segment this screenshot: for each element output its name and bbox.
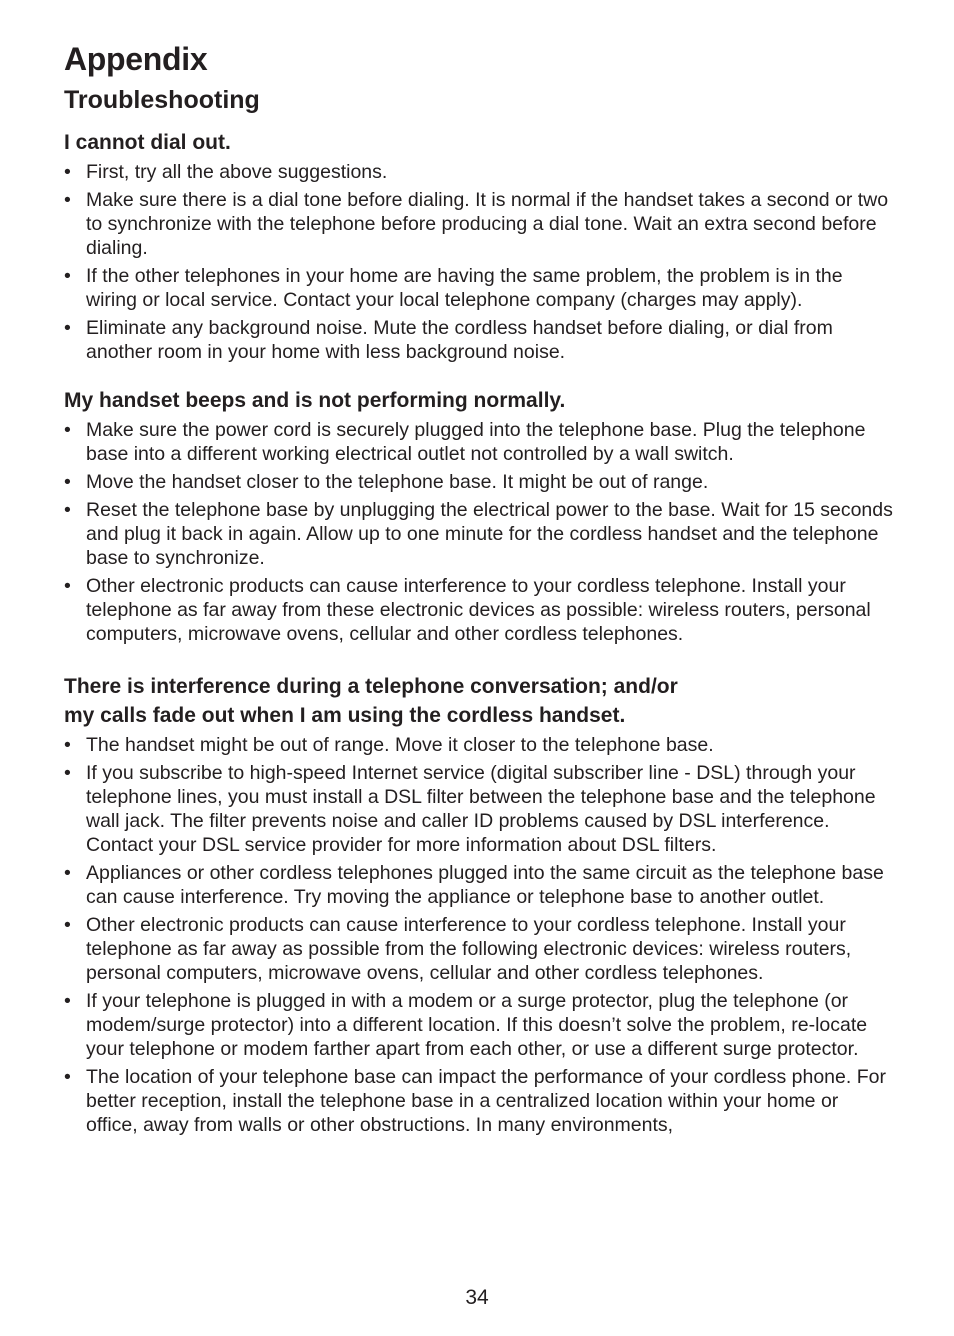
list-item: • The handset might be out of range. Move it closer to the telephone base. [64, 733, 894, 757]
topic-heading: My handset beeps and is not performing normally. [64, 389, 566, 412]
list-item: • First, try all the above suggestions. [64, 160, 894, 184]
topic-cannot-dial-out [64, 128, 894, 364]
list-item: • The location of your telephone base can impact the performance of your cordless phone. For better reception, install the telephone base in a centralized location within your home or office, away from walls or other obstructions. In many environments, [64, 1065, 894, 1137]
list-item: • If you subscribe to high-speed Internet service (digital subscriber line - DSL) through your telephone lines, you must install a DSL filter between the telephone base and the telephone wall jack. The filter prevents noise and caller ID problems caused by DSL interference. Contact your DSL service provider for more information about DSL filters. [64, 761, 894, 857]
topic-heading-line1: There is interference during a telephone conversation; and/or [64, 675, 678, 698]
section-title: Troubleshooting [64, 86, 260, 114]
bullet-list [64, 733, 894, 1137]
bullet-list [64, 418, 894, 646]
topic-interference [64, 672, 894, 1137]
list-item: • Reset the telephone base by unplugging the electrical power to the base. Wait for 15 seconds and plug it back in again. Allow up to one minute for the cordless handset and the telephone base to synchronize. [64, 498, 894, 570]
document-page [64, 38, 894, 1141]
topic-heading [64, 672, 894, 730]
list-item: • If the other telephones in your home are having the same problem, the problem is in the wiring or local service. Contact your local telephone company (charges may apply). [64, 264, 894, 312]
list-item: • Make sure the power cord is securely plugged into the telephone base. Plug the telephone base into a different working electrical outlet not controlled by a wall switch. [64, 418, 894, 466]
list-item: • Make sure there is a dial tone before dialing. It is normal if the handset takes a second or two to synchronize with the telephone before producing a dial tone. Wait an extra second before dialing. [64, 188, 894, 260]
bullet-list [64, 160, 894, 364]
list-item: • Eliminate any background noise. Mute the cordless handset before dialing, or dial from another room in your home with less background noise. [64, 316, 894, 364]
page-number: 34 [465, 1286, 489, 1309]
list-item: • Appliances or other cordless telephones plugged into the same circuit as the telephone base can cause interference. Try moving the appliance or telephone base to another outlet. [64, 861, 894, 909]
list-item: • If your telephone is plugged in with a modem or a surge protector, plug the telephone (or modem/surge protector) into a different location. If this doesn’t solve the problem, re-locate your telephone or modem farther apart from each other, or use a different surge protector. [64, 989, 894, 1061]
chapter-title: Appendix [64, 41, 208, 77]
topic-handset-beeps [64, 386, 894, 646]
list-item: • Move the handset closer to the telephone base. It might be out of range. [64, 470, 894, 494]
list-item: • Other electronic products can cause interference to your cordless telephone. Install your telephone as far away from these electronic devices as possible: wireless routers, personal computers, microwave ovens, cellular and other cordless telephones. [64, 574, 894, 646]
list-item: • Other electronic products can cause interference to your cordless telephone. Install your telephone as far away as possible from the following electronic devices: wireless routers, personal computers, microwave ovens, cellular and other cordless telephones. [64, 913, 894, 985]
topic-heading: I cannot dial out. [64, 131, 231, 154]
topic-heading-line2: my calls fade out when I am using the cordless handset. [64, 704, 626, 727]
